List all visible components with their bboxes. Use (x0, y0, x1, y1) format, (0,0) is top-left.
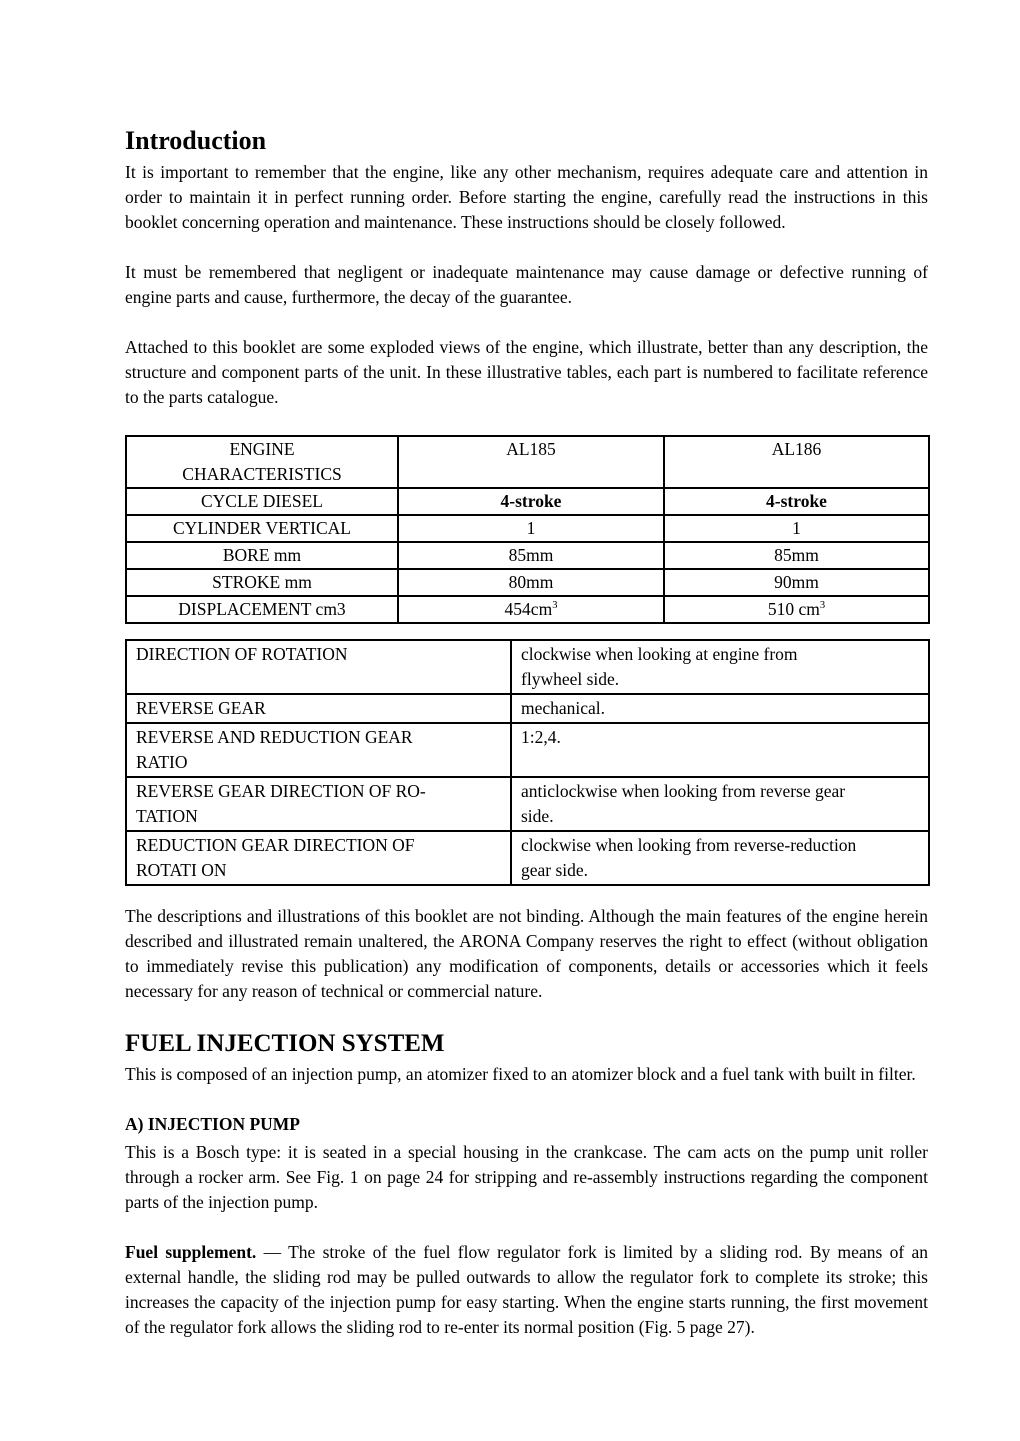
row-label: REVERSE GEAR (126, 694, 511, 723)
displacement-value: 454cm (504, 599, 553, 619)
row-value: anticlockwise when looking from reverse gear side. (511, 777, 929, 831)
row-value: 1:2,4. (511, 723, 929, 777)
table-row-reverse-gear (126, 694, 929, 723)
engine-table-header-characteristics: ENGINE CHARACTERISTICS (126, 436, 398, 488)
engine-characteristics-table (125, 435, 930, 624)
displacement-superscript: 3 (819, 600, 826, 612)
engine-table-header-al185: AL185 (398, 436, 664, 488)
table-row-stroke (126, 569, 929, 596)
cell-al185-bore: 85mm (398, 542, 664, 569)
cell-al185-cylinder: 1 (398, 515, 664, 542)
fuel-supplement-body: — The stroke of the fuel flow regulator fork is limited by a sliding rod. By means of an external handle, the sliding rod may be pulled outwards to allow the regulator fork to complete its stroke; this increases the capacity of the injection pump for easy starting. When the engine starts running, the first movement of the regulator fork allows the sliding rod to re-enter its normal position (Fig. 5 page 27). (125, 1242, 928, 1337)
row-label: CYLINDER VERTICAL (126, 515, 398, 542)
row-value: clockwise when looking at engine from flywheel side. (511, 640, 929, 694)
injection-pump-paragraph: This is a Bosch type: it is seated in a special housing in the crankcase. The cam acts on the pump unit roller through a rocker arm. See Fig. 1 on page 24 for stripping and re-assembly instructions regarding the component parts of the injection pump. (125, 1142, 928, 1212)
intro-paragraph-2: It must be remembered that negligent or inadequate maintenance may cause damage or defective running of engine parts and cause, furthermore, the decay of the guarantee. (125, 262, 928, 307)
table-row-direction-of-rotation (126, 640, 929, 694)
engine-table-header-al186: AL186 (664, 436, 929, 488)
row-value: clockwise when looking from reverse-reduction gear side. (511, 831, 929, 885)
row-value: mechanical. (511, 694, 929, 723)
row-label: STROKE mm (126, 569, 398, 596)
table-row-reduction-gear-direction (126, 831, 929, 885)
cell-al185-displacement (398, 596, 664, 623)
intro-paragraph-3: Attached to this booklet are some exploded views of the engine, which illustrate, better than any description, the structure and component parts of the unit. In these illustrative tables, each part is numbered to facilitate reference to the parts catalogue. (125, 337, 928, 407)
fuel-supplement-paragraph (125, 1240, 928, 1340)
row-label: CYCLE DIESEL (126, 488, 398, 515)
intro-heading: Introduction (125, 126, 267, 155)
cell-al186-cylinder: 1 (664, 515, 929, 542)
cell-al186-displacement (664, 596, 929, 623)
table-row-bore (126, 542, 929, 569)
fuel-injection-system-heading: FUEL INJECTION SYSTEM (125, 1030, 445, 1057)
row-label: REVERSE GEAR DIRECTION OF RO- TATION (126, 777, 511, 831)
table-row-cycle-diesel (126, 488, 929, 515)
injection-pump-heading: A) INJECTION PUMP (125, 1114, 300, 1134)
engine-table-header-row (126, 436, 929, 488)
displacement-superscript: 3 (552, 600, 558, 612)
intro-paragraph-1: It is important to remember that the engine, like any other mechanism, requires adequate care and attention in order to maintain it in perfect running order. Before starting the engine, carefully read the instructions in this booklet concerning operation and maintenance. These instructions should be closely followed. (125, 162, 928, 232)
cell-al186-bore: 85mm (664, 542, 929, 569)
table-row-displacement (126, 596, 929, 623)
fuel-supplement-label: Fuel supplement. (125, 1242, 257, 1262)
disclaimer-paragraph: The descriptions and illustrations of this booklet are not binding. Although the main features of the engine herein described and illustrated remain unaltered, the ARONA Company reserves the right to effect (without obligation to immediately revise this publication) any modification of components, details or accessories which it feels necessary for any reason of technical or commercial nature. (125, 906, 928, 1001)
cell-al185-stroke: 80mm (398, 569, 664, 596)
table-row-reverse-gear-direction (126, 777, 929, 831)
row-label: REVERSE AND REDUCTION GEAR RATIO (126, 723, 511, 777)
row-label: BORE mm (126, 542, 398, 569)
row-label: DIRECTION OF ROTATION (126, 640, 511, 694)
fuel-system-paragraph: This is composed of an injection pump, an atomizer fixed to an atomizer block and a fuel tank with built in filter. (125, 1064, 916, 1084)
table-row-reduction-gear-ratio (126, 723, 929, 777)
displacement-value: 510 cm (767, 599, 820, 619)
cell-al186-stroke: 90mm (664, 569, 929, 596)
table-row-cylinder (126, 515, 929, 542)
cell-al185-cycle: 4-stroke (398, 488, 664, 515)
row-label: DISPLACEMENT cm3 (126, 596, 398, 623)
cell-al186-cycle: 4-stroke (664, 488, 929, 515)
rotation-gear-table (125, 639, 930, 886)
row-label: REDUCTION GEAR DIRECTION OF ROTATI ON (126, 831, 511, 885)
